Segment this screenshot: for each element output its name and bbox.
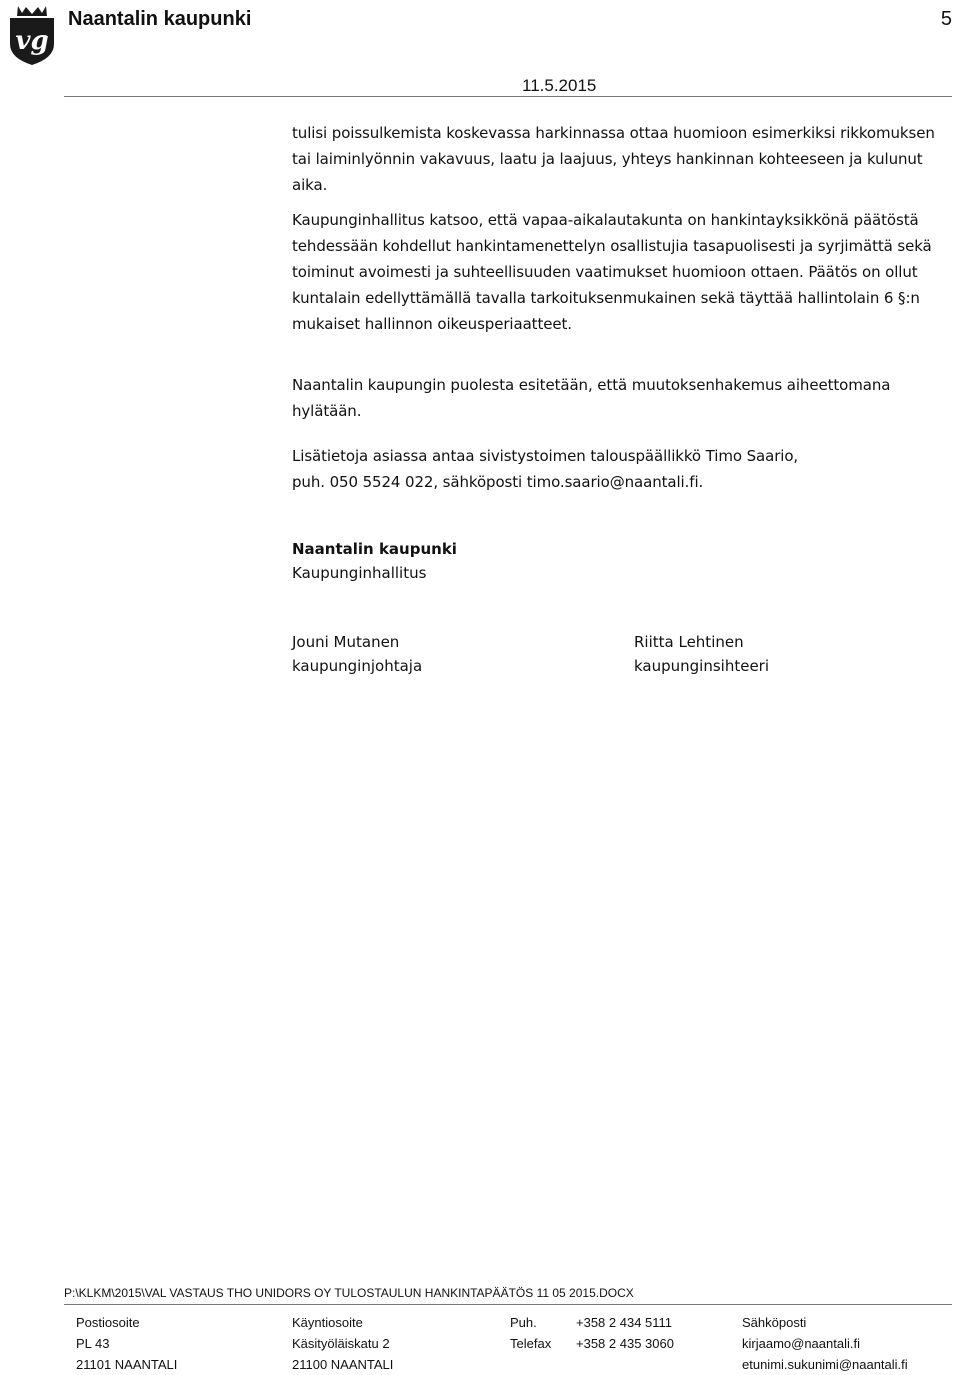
footer-email — [742, 1312, 908, 1375]
signatory-left-title: kaupunginjohtaja — [292, 657, 423, 675]
postal-line-2: 21101 NAANTALI — [76, 1357, 178, 1372]
postal-label: Postiosoite — [76, 1315, 140, 1330]
signatory-right — [634, 630, 769, 678]
file-path: P:\KLKM\2015\VAL VASTAUS THO UNIDORS OY TULOSTAULUN HANKINTAPÄÄTÖS 11 05 2015.DOCX — [64, 1286, 634, 1300]
fax-number: +358 2 435 3060 — [576, 1336, 674, 1351]
footer-postal — [76, 1312, 177, 1375]
svg-text:vg: vg — [15, 26, 49, 56]
signature-board: Kaupunginhallitus — [292, 564, 427, 582]
email-label: Sähköposti — [742, 1315, 807, 1330]
footer-divider — [64, 1304, 952, 1305]
email-line-1: kirjaamo@naantali.fi — [742, 1336, 860, 1351]
phone-label: Puh. — [510, 1315, 537, 1330]
signatory-right-title: kaupunginsihteeri — [634, 657, 770, 675]
postal-line-1: PL 43 — [76, 1336, 110, 1351]
paragraph-3: Naantalin kaupungin puolesta esitetään, että muutoksenhakemus aiheettomana hylätään. — [292, 376, 891, 420]
signatory-left — [292, 630, 422, 678]
visiting-line-2: 21100 NAANTALI — [292, 1357, 394, 1372]
paragraph-1: tulisi poissulkemista koskevassa harkinnassa ottaa huomioon esimerkiksi rikkomuksen tai laiminlyönnin vakavuus, laatu ja laajuus, yhteys hankinnan kohteeseen ja kulunut aika. — [292, 124, 935, 194]
header-org-name: Naantalin kaupunki — [68, 8, 252, 30]
contact-line-1: Lisätietoja asiassa antaa sivistystoimen talouspäällikkö Timo Saario, — [292, 447, 799, 465]
contact-line-2: puh. 050 5524 022, sähköposti timo.saario@naantali.fi. — [292, 473, 704, 491]
email-line-2: etunimi.sukunimi@naantali.fi — [742, 1357, 908, 1372]
footer-visiting — [292, 1312, 393, 1375]
visiting-line-1: Käsityöläiskatu 2 — [292, 1336, 390, 1351]
paragraph-4 — [292, 443, 954, 495]
city-crest-logo — [6, 4, 58, 66]
signature-org: Naantalin kaupunki — [292, 540, 457, 558]
page-number: 5 — [940, 8, 952, 30]
phone-number: +358 2 434 5111 — [576, 1315, 673, 1330]
visiting-label: Käyntiosoite — [292, 1315, 363, 1330]
paragraph-2: Kaupunginhallitus katsoo, että vapaa-aikalautakunta on hankintayksikkönä päätöstä tehdessään kohdellut hankintamenettelyn osallistujia tasapuolisesti ja syrjimättä sekä toiminut avoimesti ja suhteellisuuden vaatimukset huomioon ottaen. Päätös on ollut kuntalain edellyttämällä tavalla tarkoituksenmukainen sekä täyttää hallintolain 6 §:n mukaiset hallinnon oikeusperiaatteet. — [292, 211, 932, 333]
document-date: 11.5.2015 — [522, 76, 597, 95]
footer-phone-labels — [510, 1312, 551, 1354]
fax-label: Telefax — [510, 1336, 552, 1351]
signatory-left-name: Jouni Mutanen — [292, 633, 400, 651]
header-divider — [64, 96, 952, 97]
signatory-right-name: Riitta Lehtinen — [634, 633, 744, 651]
footer-phone-values — [576, 1312, 674, 1354]
